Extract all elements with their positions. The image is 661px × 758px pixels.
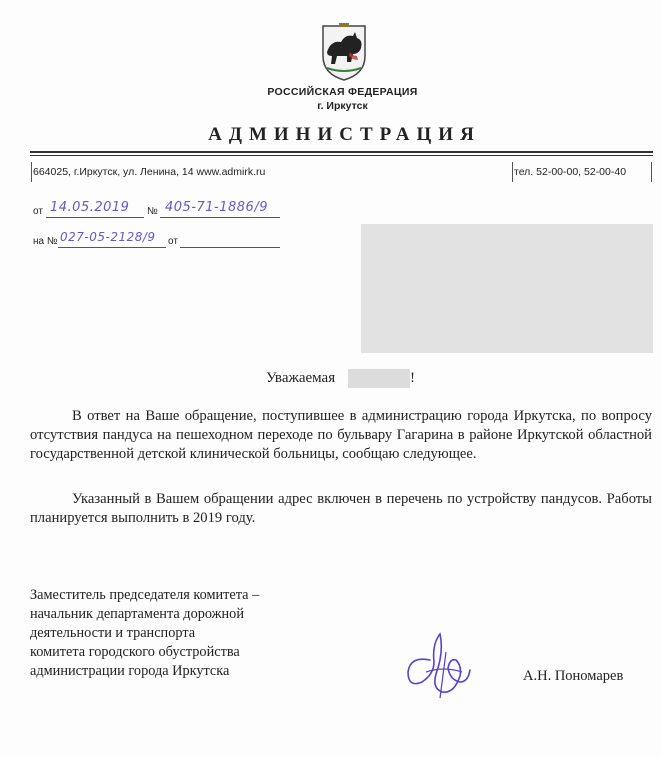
- reply-number-line: [58, 247, 166, 248]
- reply-date-label: от: [168, 236, 178, 247]
- irkutsk-coat-of-arms-icon: [317, 22, 371, 82]
- handwritten-signature: [400, 622, 480, 702]
- address-frame-left: [31, 162, 32, 182]
- signatory-position: [30, 586, 259, 681]
- city-name: г. Иркутск: [317, 100, 368, 112]
- letter-paragraph-2: Указанный в Вашем обращении адрес включен в перечень по устройству пандусов. Работы планируется выполнить в 2019 году.: [30, 491, 652, 526]
- position-line: деятельности и транспорта: [30, 625, 196, 641]
- position-line: администрации города Иркутска: [30, 663, 230, 679]
- organization-phone: тел. 52-00-00, 52-00-40: [514, 166, 627, 178]
- reply-number-label: на №: [33, 236, 58, 247]
- reply-number: 027-05-2128/9: [60, 230, 156, 244]
- recipient-name-redacted: [348, 369, 410, 388]
- recipient-redacted: [361, 224, 653, 353]
- reply-date-line: [180, 247, 280, 248]
- reg-date: 14.05.2019: [50, 200, 130, 215]
- greeting: Уважаемая: [266, 370, 336, 386]
- phone-frame-right: [651, 162, 652, 182]
- header-divider-thin: [30, 155, 653, 156]
- organization-title: АДМИНИСТРАЦИЯ: [208, 124, 481, 145]
- position-line: Заместитель председателя комитета –: [30, 587, 260, 603]
- phone-frame-left: [512, 162, 513, 182]
- reg-number-line: [160, 217, 280, 218]
- letter-paragraph-1: В ответ на Ваше обращение, поступившее в администрацию города Иркутска, по вопросу отсутствия пандуса на пешеходном переходе по бульвару Гагарина в районе Иркутской областной государственной детской клинической больницы, сообщаю следующее.: [30, 408, 652, 462]
- organization-address: 664025, г.Иркутск, ул. Ленина, 14 www.admirk.ru: [33, 166, 266, 178]
- reg-number: 405-71-1886/9: [165, 200, 268, 215]
- reg-number-label: №: [147, 206, 158, 217]
- position-line: комитета городского обустройства: [30, 644, 240, 660]
- reg-date-label: от: [33, 206, 43, 217]
- signer-name: А.Н. Пономарев: [523, 668, 624, 684]
- header-divider: [30, 151, 653, 153]
- country-name: РОССИЙСКАЯ ФЕДЕРАЦИЯ: [267, 86, 418, 98]
- greeting-end: !: [410, 370, 415, 386]
- position-line: начальник департамента дорожной: [30, 606, 244, 622]
- reg-date-line: [46, 217, 144, 218]
